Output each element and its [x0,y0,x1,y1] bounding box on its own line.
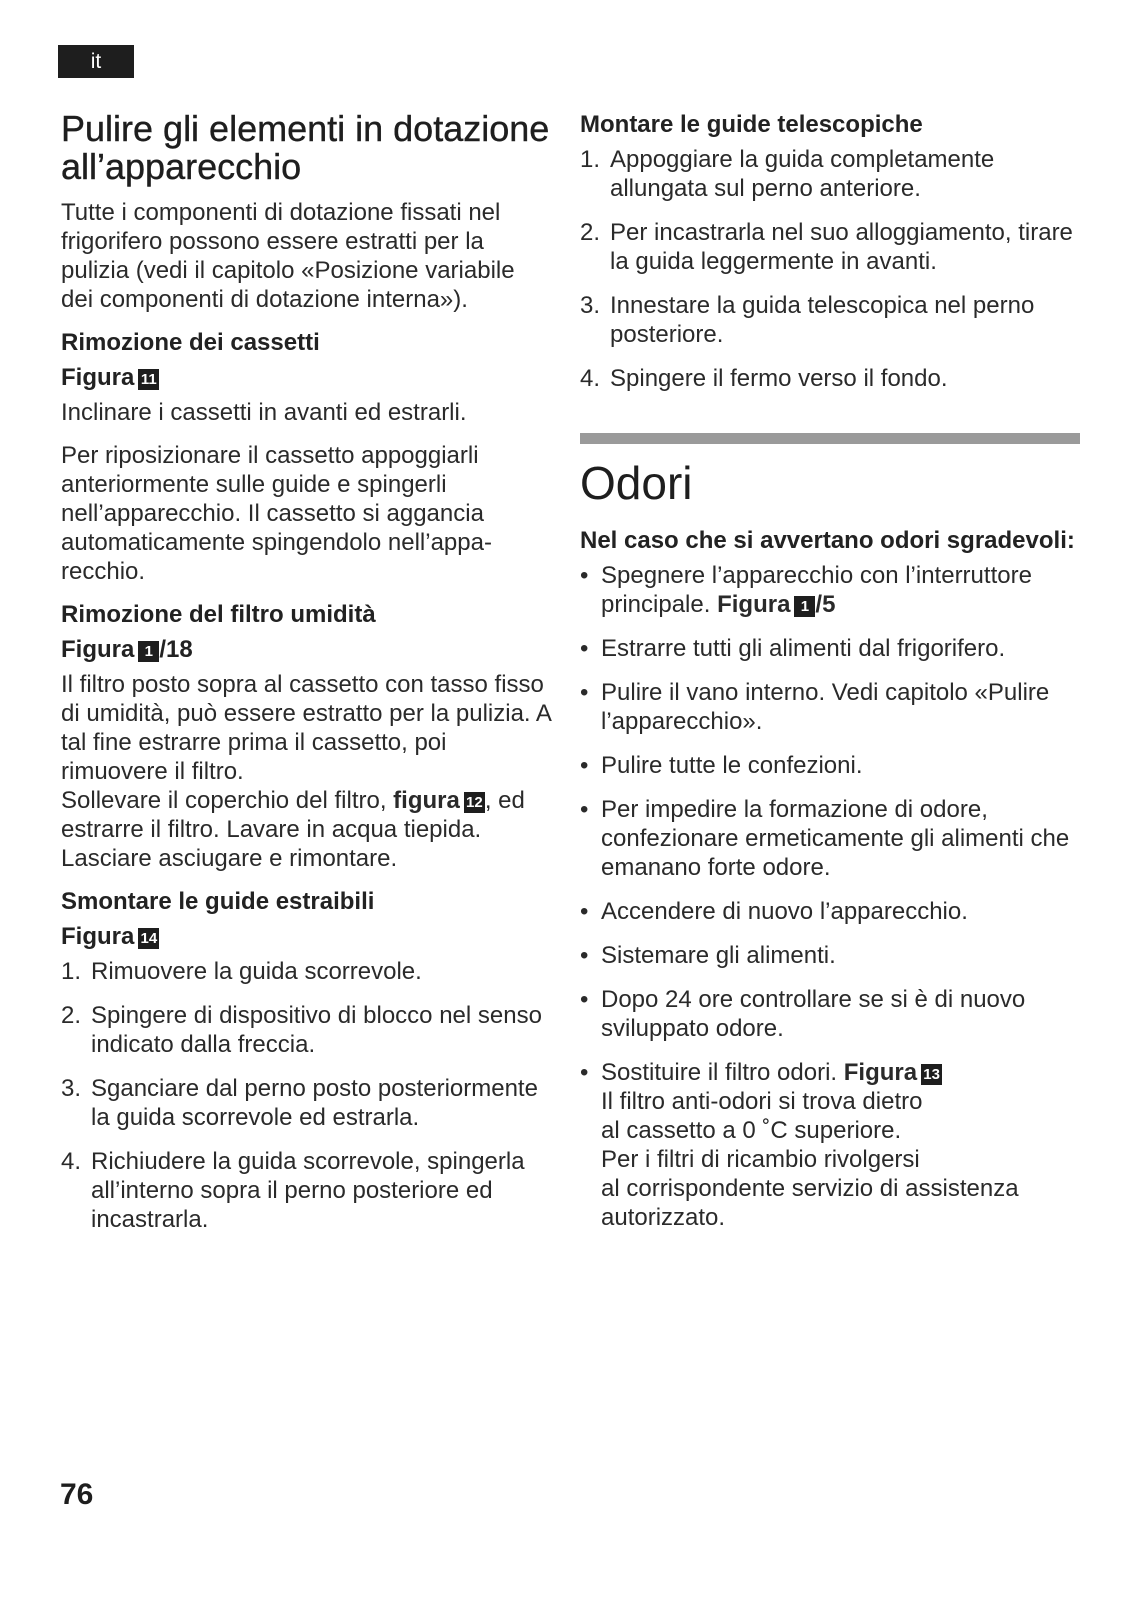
bullet-item [580,1058,1080,1232]
step-item [580,145,1080,203]
section-title: Pulire gli elementi in dotazione all’apparecchio [61,108,550,187]
bullet-item [580,941,1080,970]
step-text: Sganciare dal perno posto posteriormente la guida scorrevole ed estrarla. [91,1075,538,1131]
bullet-text-line: al corrispondente servizio di assistenza autorizzato. [601,1175,1019,1231]
bullet-item [580,678,1080,736]
bullet-item [580,985,1080,1043]
figure-suffix: /18 [159,636,193,663]
figure-number-badge: 11 [138,369,159,390]
bullet-text: Spegnere l’apparecchio con l’interruttore principale. [601,562,1032,618]
rails-figure-ref [61,922,551,951]
filter-text-a: Il filtro posto sopra al cassetto con tasso fisso di umidità, può essere estratto per la pulizia. A tal fine estrarre prima il cassetto, poi rimuovere il filtro. [61,671,551,785]
step-text: Appoggiare la guida completamente allungata sul perno anteriore. [610,146,995,202]
step-item [61,957,551,986]
step-number: 1. [580,146,601,173]
telescopic-heading: Montare le guide telescopiche [580,111,923,138]
figure-label: Figura [61,364,135,391]
step-number: 3. [61,1075,82,1102]
step-item [61,1147,551,1234]
bullet-dot: • [580,796,589,823]
step-text: Spingere il fermo verso il fondo. [610,365,948,392]
bullet-dot: • [580,898,589,925]
bullet-dot: • [580,986,589,1013]
bullet-dot: • [580,679,589,706]
figure-suffix: /5 [815,591,836,618]
bullet-dot: • [580,635,589,662]
drawers-text-2: Per riposizionare il cassetto appoggiarli anteriormente sulle guide e spingerli nell’apparecchio. Il cassetto si aggancia automaticamente spingendolo nell’apparecchio. [61,442,492,585]
bullet-dot: • [580,1059,589,1086]
bullet-text: Estrarre tutti gli alimenti dal frigorifero. [601,635,1006,662]
bullet-text: Dopo 24 ore controllare se si è di nuovo sviluppato odore. [601,986,1026,1042]
section-divider [580,433,1080,444]
left-column [61,110,551,1249]
bullet-item [580,897,1080,926]
bullet-text: Accendere di nuovo l’apparecchio. [601,898,968,925]
bullet-text: Pulire tutte le confezioni. [601,752,863,779]
bullet-item [580,634,1080,663]
telescopic-steps [580,145,1080,393]
figure-number-badge: 13 [921,1064,942,1085]
odors-bullets [580,561,1080,1232]
figure-number-badge: 14 [138,928,159,949]
figure-label: Figura [61,923,135,950]
rails-steps [61,957,551,1234]
figure-label: Figura [843,1059,918,1086]
filter-text [61,670,551,873]
intro-paragraph: Tutte i componenti di dotazione fissati nel frigorifero possono essere estratti per la pulizia (vedi il capitolo «Posizione variabile dei componenti di dotazione interna»). [61,199,515,313]
step-number: 3. [580,292,601,319]
step-item [61,1001,551,1059]
figure-label: figura [393,787,460,814]
bullet-text-line: Il filtro anti-odori si trova dietro [601,1088,923,1115]
step-number: 4. [580,365,601,392]
figure-number-badge: 12 [464,792,485,813]
page-number: 76 [60,1478,94,1511]
step-item [61,1074,551,1132]
rails-heading: Smontare le guide estraibili [61,888,375,915]
drawers-heading: Rimozione dei cassetti [61,329,320,356]
figure-number-badge: 1 [138,641,159,662]
bullet-text: Pulire il vano interno. Vedi capitolo «Pulire l’apparecchio». [601,679,1050,735]
figure-number-badge: 1 [794,596,815,617]
step-text: Spingere di dispositivo di blocco nel senso indicato dalla freccia. [91,1002,542,1058]
step-item [580,364,1080,393]
step-number: 2. [61,1002,82,1029]
bullet-dot: • [580,752,589,779]
step-item [580,291,1080,349]
bullet-text-line: al cassetto a 0 ˚C superiore. [601,1117,902,1144]
step-number: 4. [61,1148,82,1175]
drawers-text-1: Inclinare i cassetti in avanti ed estrarli. [61,399,467,426]
filter-figure-ref [61,635,551,664]
step-item [580,218,1080,276]
bullet-text: Per impedire la formazione di odore, confezionare ermeticamente gli alimenti che emanano forte odore. [601,796,1070,881]
bullet-item [580,795,1080,882]
filter-heading: Rimozione del filtro umidità [61,601,376,628]
step-number: 1. [61,958,82,985]
bullet-text: Sistemare gli alimenti. [601,942,836,969]
bullet-item [580,751,1080,780]
filter-text-b-post: , ed estrarre il filtro. Lavare in acqua tiepida. Lasciare asciugare e rimontare. [61,787,525,872]
odors-title: Odori [580,457,693,509]
step-text: Per incastrarla nel suo alloggiamento, tirare la guida leggermente in avanti. [610,219,1073,275]
odors-subheading: Nel caso che si avvertano odori sgradevoli: [580,527,1075,554]
filter-text-b-pre: Sollevare il coperchio del filtro, [61,787,387,814]
step-text: Rimuovere la guida scorrevole. [91,958,422,985]
bullet-dot: • [580,562,589,589]
bullet-item [580,561,1080,619]
language-tag: it [58,45,134,78]
figure-label: Figura [717,591,791,618]
step-text: Innestare la guida telescopica nel perno posteriore. [610,292,1035,348]
step-text: Richiudere la guida scorrevole, spingerla all’interno sopra il perno posteriore ed incastrarla. [91,1148,525,1233]
right-column [580,110,1080,1247]
figure-label: Figura [61,636,135,663]
bullet-text: Sostituire il filtro odori. [601,1059,838,1086]
step-number: 2. [580,219,601,246]
bullet-text-line: Per i filtri di ricambio rivolgersi [601,1146,920,1173]
drawers-figure-ref [61,363,551,392]
bullet-dot: • [580,942,589,969]
